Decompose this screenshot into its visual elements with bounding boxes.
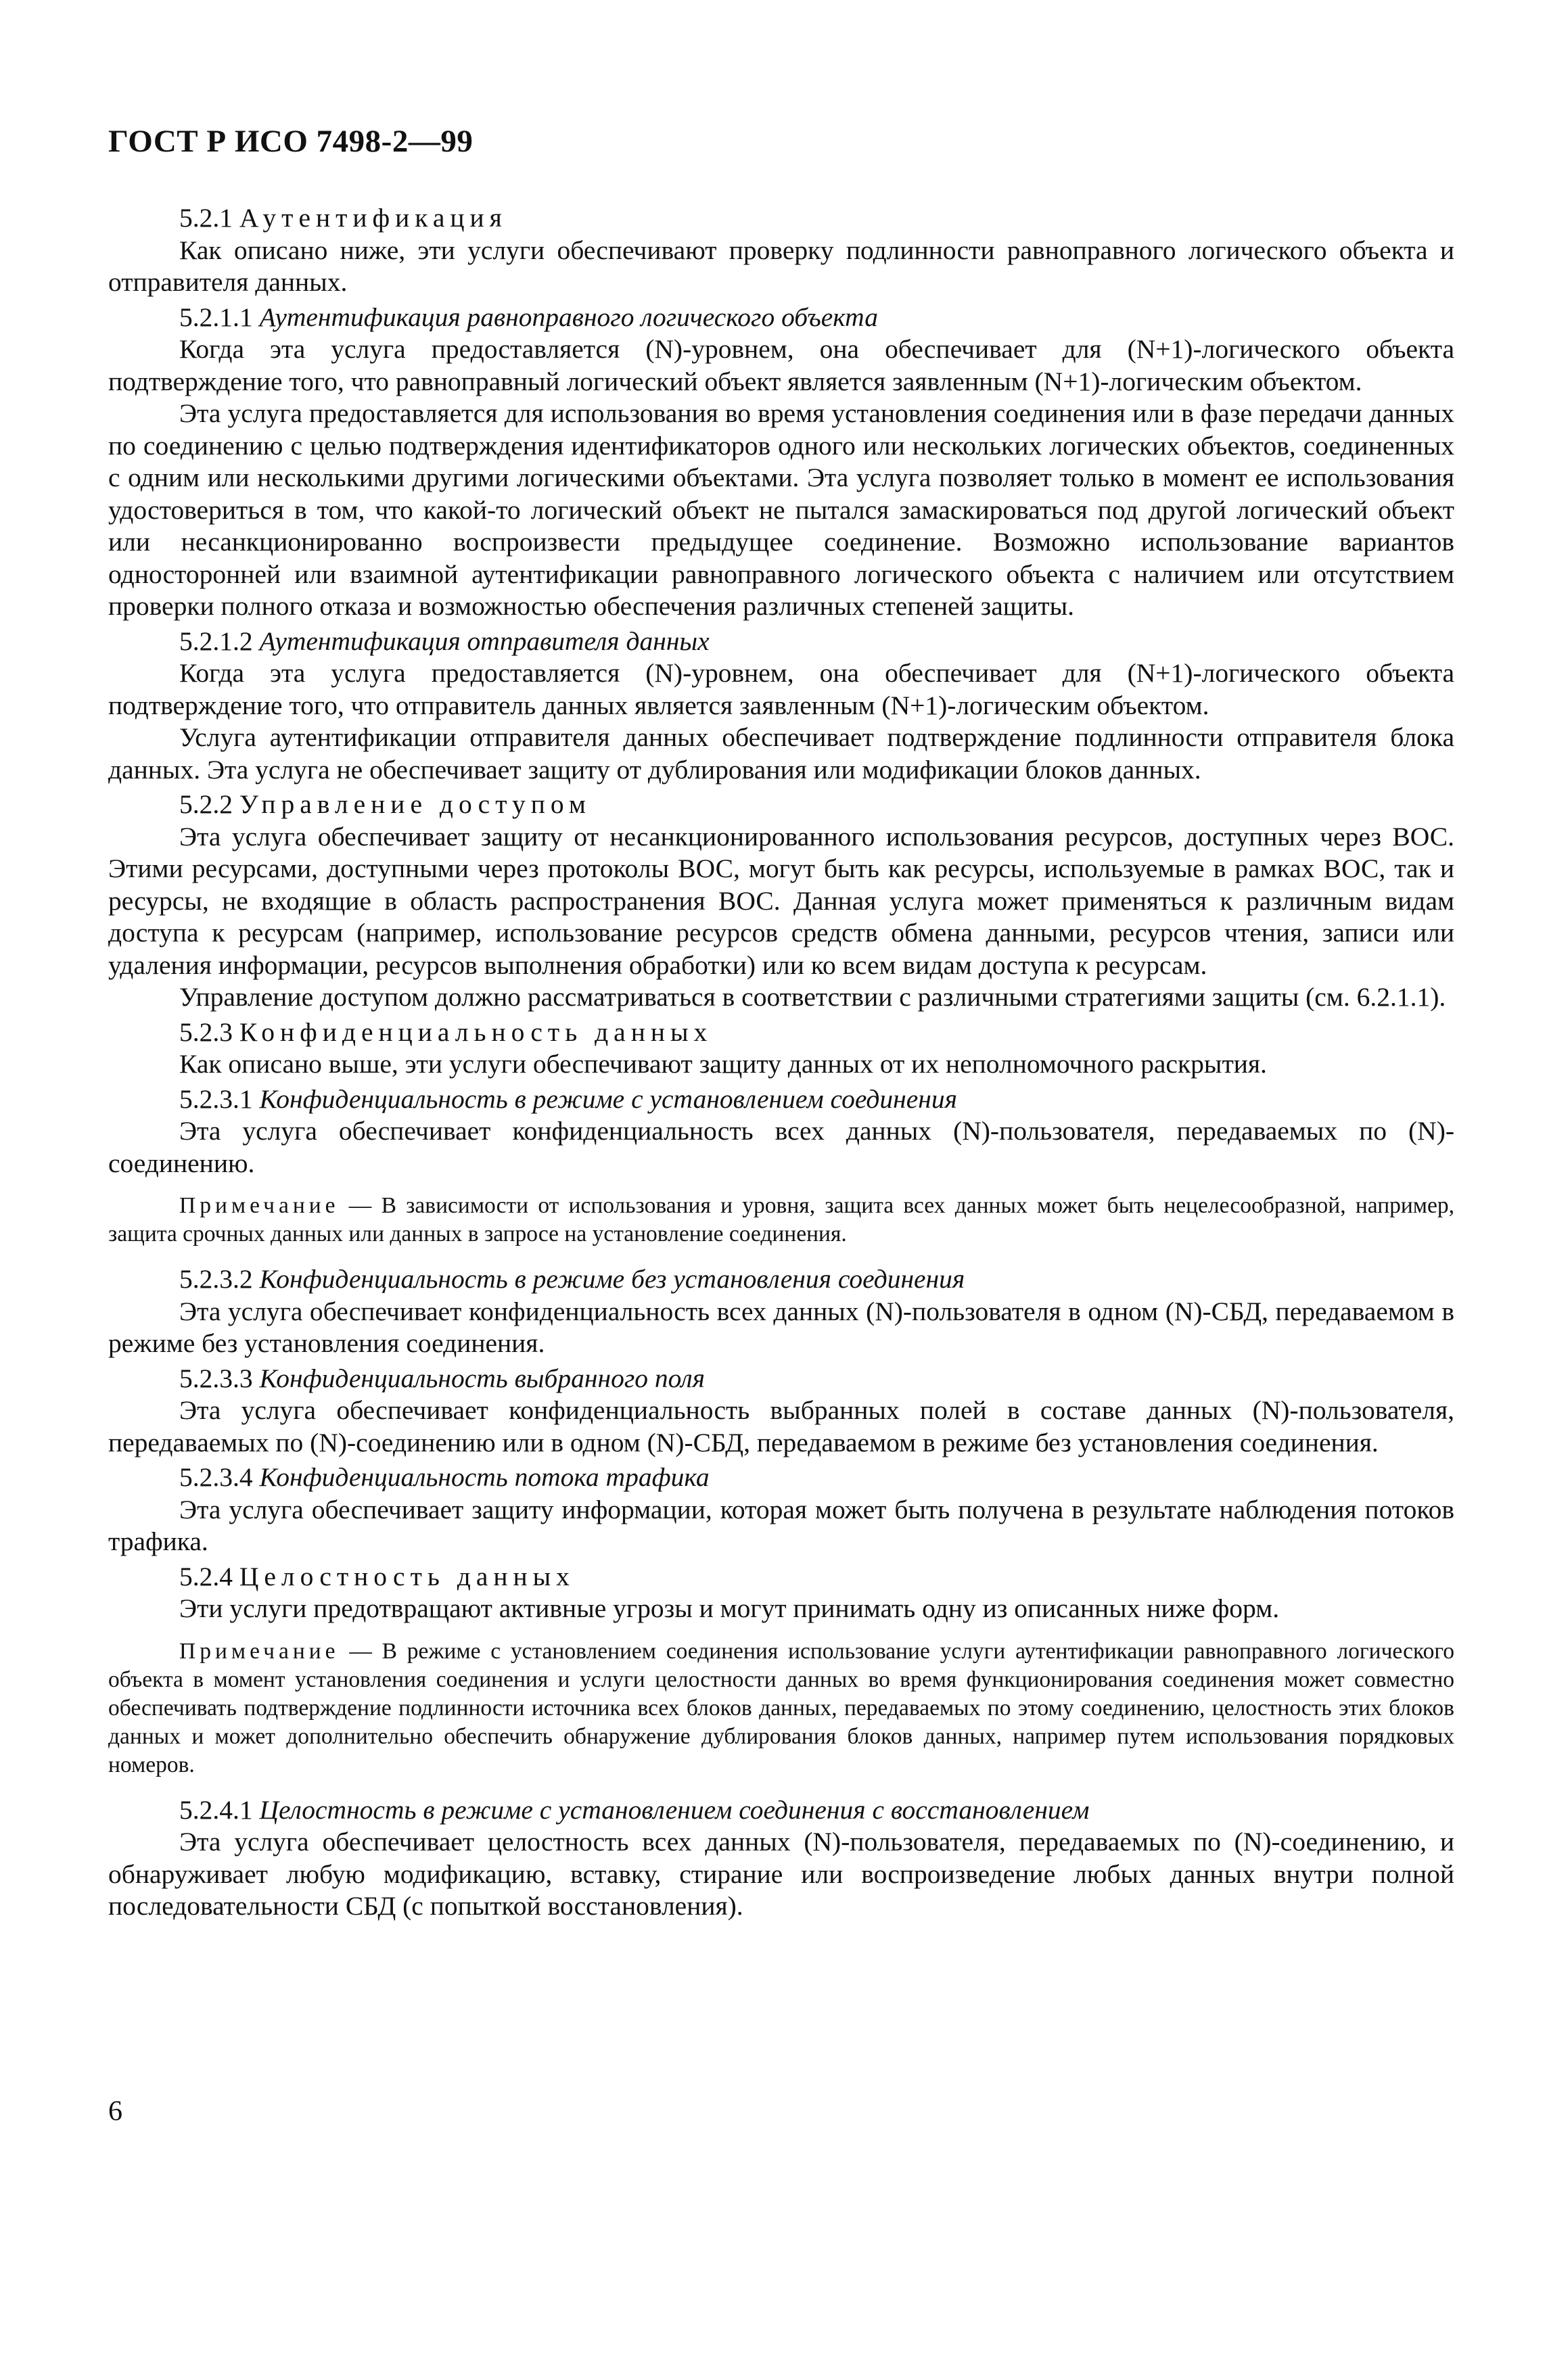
section-title: Аутентификация отправителя данных (259, 626, 710, 656)
section-number: 5.2.2 (179, 789, 233, 819)
section-heading (108, 1363, 1454, 1395)
paragraph: Эта услуга обеспечивает защиту информации, которая может быть получена в результате наблюдения потоков трафика. (108, 1494, 1454, 1556)
section-number: 5.2.1.1 (179, 302, 253, 332)
note (108, 1192, 1454, 1249)
section-title: Конфиденциальность выбранного поля (259, 1363, 706, 1393)
section-title: Конфиденциальность в режиме без установления соединения (259, 1264, 965, 1294)
paragraph: Услуга аутентификации отправителя данных обеспечивает подтверждение подлинности отправителя блока данных. Эта услуга не обеспечивает защиту от дублирования или модификации блоков данных. (108, 722, 1454, 785)
document-body (108, 200, 1454, 1923)
section-title: Целостность данных (239, 1561, 575, 1591)
section-heading (108, 789, 1454, 821)
section-number: 5.2.4.1 (179, 1794, 253, 1825)
section-title: Целостность в режиме с установлением соединения с восстановлением (259, 1794, 1090, 1825)
section-number: 5.2.3.3 (179, 1363, 253, 1393)
paragraph: Когда эта услуга предоставляется (N)-уровнем, она обеспечивает для (N+1)-логического объекта подтверждение того, что отправитель данных является заявленным (N+1)-логическим объектом. (108, 658, 1454, 720)
section-number: 5.2.4 (179, 1561, 233, 1591)
section-title: Аутентификация равноправного логического объекта (259, 302, 878, 332)
paragraph: Как описано ниже, эти услуги обеспечивают проверку подлинности равноправного логического объекта и отправителя данных. (108, 235, 1454, 297)
section-number: 5.2.3.4 (179, 1462, 253, 1492)
section-title: Конфиденциальность потока трафика (259, 1462, 710, 1492)
paragraph: Когда эта услуга предоставляется (N)-уровнем, она обеспечивает для (N+1)-логического объекта подтверждение того, что равноправный логический объект является заявленным (N+1)-логическим объектом. (108, 334, 1454, 396)
paragraph: Как описано выше, эти услуги обеспечивают защиту данных от их неполномочного раскрытия. (179, 1049, 1267, 1079)
section-title: Аутентификация (239, 203, 507, 233)
document-header: ГОСТ Р ИСО 7498-2—99 (108, 124, 474, 159)
section-number: 5.2.3 (179, 1017, 233, 1047)
note-label: Примечание (179, 1638, 340, 1664)
note-text: — В режиме с установлением соединения использование услуги аутентификации равноправного логического объекта в момент установления соединения и услуги целостности данных во время функционирования соединения может совместно обеспечивать подтверждение подлинности источника всех блоков данных, передаваемых по этому соединению, целостность этих блоков данных и может дополнительно обеспечить обнаружение дублирования блоков данных, например путем использования порядковых номеров. (108, 1638, 1454, 1777)
note-label: Примечание (179, 1193, 340, 1218)
section-heading (108, 626, 1454, 658)
section-heading (108, 302, 1454, 334)
page-number: 6 (108, 2096, 122, 2127)
section-heading (108, 1561, 1454, 1593)
section-number: 5.2.3.2 (179, 1264, 253, 1294)
paragraph: Управление доступом должно рассматриваться в соответствии с различными стратегиями защиты (см. 6.2.1.1). (179, 982, 1446, 1012)
paragraph: Эта услуга обеспечивает конфиденциальность всех данных (N)-пользователя, передаваемых по (N)-соединению. (108, 1116, 1454, 1178)
section-number: 5.2.1.2 (179, 626, 253, 656)
section-number: 5.2.1 (179, 203, 233, 233)
section-title: Управление доступом (239, 789, 591, 819)
paragraph: Эта услуга предоставляется для использования во время установления соединения или в фазе передачи данных по соединению с целью подтверждения идентификаторов одного или нескольких логических объектов, соединенных с одним или несколькими другими логическими объектами. Эта услуга позволяет только в момент ее использования удостовериться в том, что какой-то логический объект не пытался замаскироваться под другой логический объект или несанкционированно воспроизвести предыдущее соединение. Возможно использование вариантов односторонней или взаимной аутентификации равноправного логического объекта с наличием или отсутствием проверки полного отказа и возможностью обеспечения различных степеней защиты. (108, 398, 1454, 621)
section-heading (108, 202, 1454, 235)
paragraph: Эта услуга обеспечивает конфиденциальность выбранных полей в составе данных (N)-пользователя, передаваемых по (N)-соединению или в одном (N)-СБД, передаваемом в режиме без установления соединения. (108, 1395, 1454, 1457)
note-text: — В зависимости от использования и уровня, защита всех данных может быть нецелесообразной, например, защита срочных данных или данных в запросе на установление соединения. (108, 1193, 1454, 1246)
paragraph: Эта услуга обеспечивает конфиденциальность всех данных (N)-пользователя в одном (N)-СБД, передаваемом в режиме без установления соединения. (108, 1296, 1454, 1358)
note (108, 1637, 1454, 1779)
section-heading (108, 1017, 1454, 1049)
section-heading (108, 1794, 1454, 1827)
section-title: Конфиденциальность в режиме с установлением соединения (259, 1083, 957, 1114)
paragraph: Эта услуга обеспечивает защиту от несанкционированного использования ресурсов, доступных через ВОС. Этими ресурсами, доступными через протоколы ВОС, могут быть как ресурсы, используемые в рамках ВОС, так и ресурсы, не входящие в область распространения ВОС. Данная услуга может применяться к различным видам доступа к ресурсам (например, использование ресурсов средств обмена данными, ресурсов чтения, записи или удаления информации, ресурсов выполнения обработки) или ко всем видам доступа к ресурсам. (108, 821, 1454, 980)
section-heading (108, 1263, 1454, 1296)
section-title: Конфиденциальность данных (239, 1017, 713, 1047)
section-number: 5.2.3.1 (179, 1083, 253, 1114)
paragraph: Эта услуга обеспечивает целостность всех данных (N)-пользователя, передаваемых по (N)-соединению, и обнаруживает любую модификацию, вставку, стирание или воспроизведение любых данных внутри полной последовательности СБД (с попыткой восстановления). (108, 1827, 1454, 1921)
section-heading (108, 1083, 1454, 1116)
paragraph: Эти услуги предотвращают активные угрозы и могут принимать одну из описанных ниже форм. (179, 1593, 1280, 1623)
section-heading (108, 1462, 1454, 1494)
